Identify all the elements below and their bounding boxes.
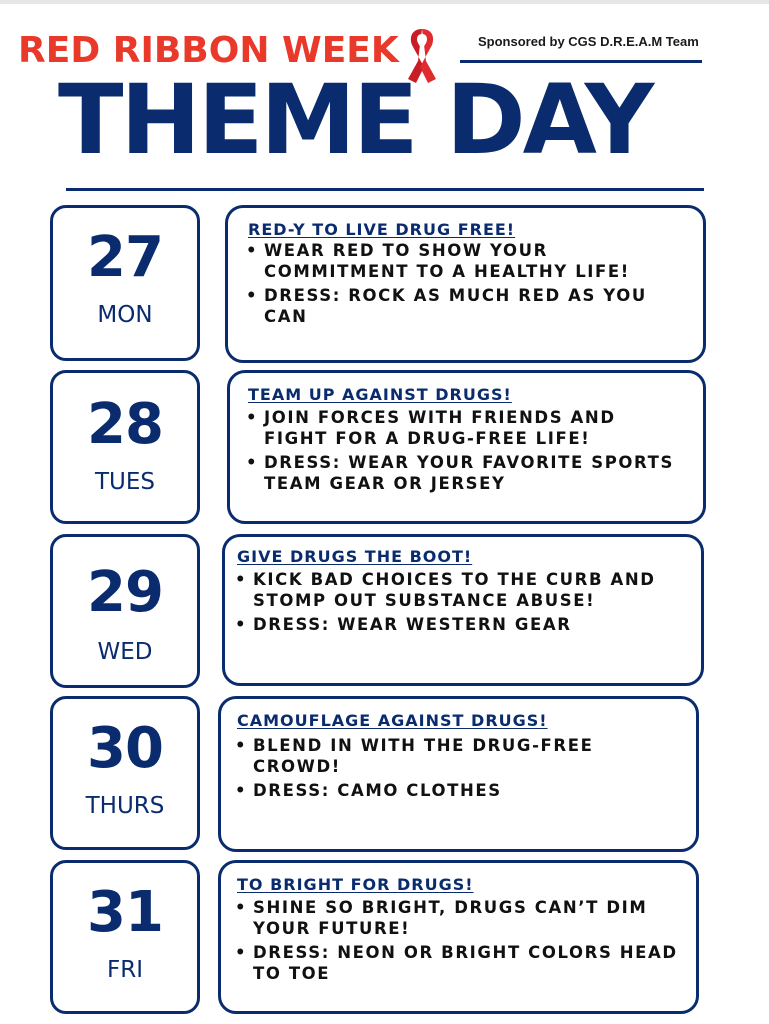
day-name: WED [97, 639, 153, 665]
theme-card-tues [227, 370, 706, 524]
theme-bullets [231, 569, 681, 638]
page-title: THEME DAY [58, 64, 652, 176]
theme-bullets [231, 735, 681, 804]
bullet-item: • KICK BAD CHOICES TO THE CURB AND STOMP OUT SUBSTANCE ABUSE! [231, 569, 681, 611]
day-card-fri [50, 860, 200, 1014]
sponsor-underline [460, 60, 702, 63]
day-name: FRI [107, 957, 143, 983]
theme-bullets [231, 897, 683, 987]
theme-title: TO BRIGHT FOR DRUGS! [237, 875, 474, 894]
theme-card-mon [225, 205, 706, 363]
theme-title: GIVE DRUGS THE BOOT! [237, 547, 473, 566]
bullet-item: • JOIN FORCES WITH FRIENDS AND FIGHT FOR A DRUG-FREE LIFE! [242, 407, 682, 449]
theme-card-fri [218, 860, 699, 1014]
theme-title: RED-Y TO LIVE DRUG FREE! [248, 220, 516, 239]
day-number: 27 [87, 225, 163, 290]
theme-bullets [242, 240, 682, 330]
sponsor-text: Sponsored by CGS D.R.E.A.M Team [478, 34, 699, 49]
bullet-item: • DRESS: NEON OR BRIGHT COLORS HEAD TO TOE [231, 942, 683, 984]
theme-title: TEAM UP AGAINST DRUGS! [248, 385, 512, 404]
day-card-wed [50, 534, 200, 688]
bullet-item: • DRESS: ROCK AS MUCH RED AS YOU CAN [242, 285, 682, 327]
day-name: THURS [85, 793, 165, 819]
day-number: 28 [87, 392, 163, 457]
bullet-item: • WEAR RED TO SHOW YOUR COMMITMENT TO A HEALTHY LIFE! [242, 240, 682, 282]
day-name: MON [97, 302, 153, 328]
theme-card-thurs [218, 696, 699, 852]
title-divider [66, 188, 704, 191]
day-number: 29 [87, 560, 163, 625]
theme-bullets [242, 407, 682, 497]
bullet-item: • DRESS: WEAR WESTERN GEAR [231, 614, 681, 635]
bullet-item: • DRESS: WEAR YOUR FAVORITE SPORTS TEAM GEAR OR JERSEY [242, 452, 682, 494]
bullet-item: • DRESS: CAMO CLOTHES [231, 780, 681, 801]
bullet-item: • BLEND IN WITH THE DRUG-FREE CROWD! [231, 735, 681, 777]
day-number: 31 [87, 880, 163, 945]
day-name: TUES [94, 469, 155, 495]
theme-title: CAMOUFLAGE AGAINST DRUGS! [237, 711, 548, 730]
day-card-tues [50, 370, 200, 524]
day-card-thurs [50, 696, 200, 850]
bullet-item: • SHINE SO BRIGHT, DRUGS CAN’T DIM YOUR FUTURE! [231, 897, 683, 939]
event-title: RED RIBBON WEEK [18, 30, 399, 71]
day-number: 30 [87, 716, 163, 781]
top-divider [0, 0, 769, 4]
theme-card-wed [222, 534, 704, 686]
day-card-mon [50, 205, 200, 361]
